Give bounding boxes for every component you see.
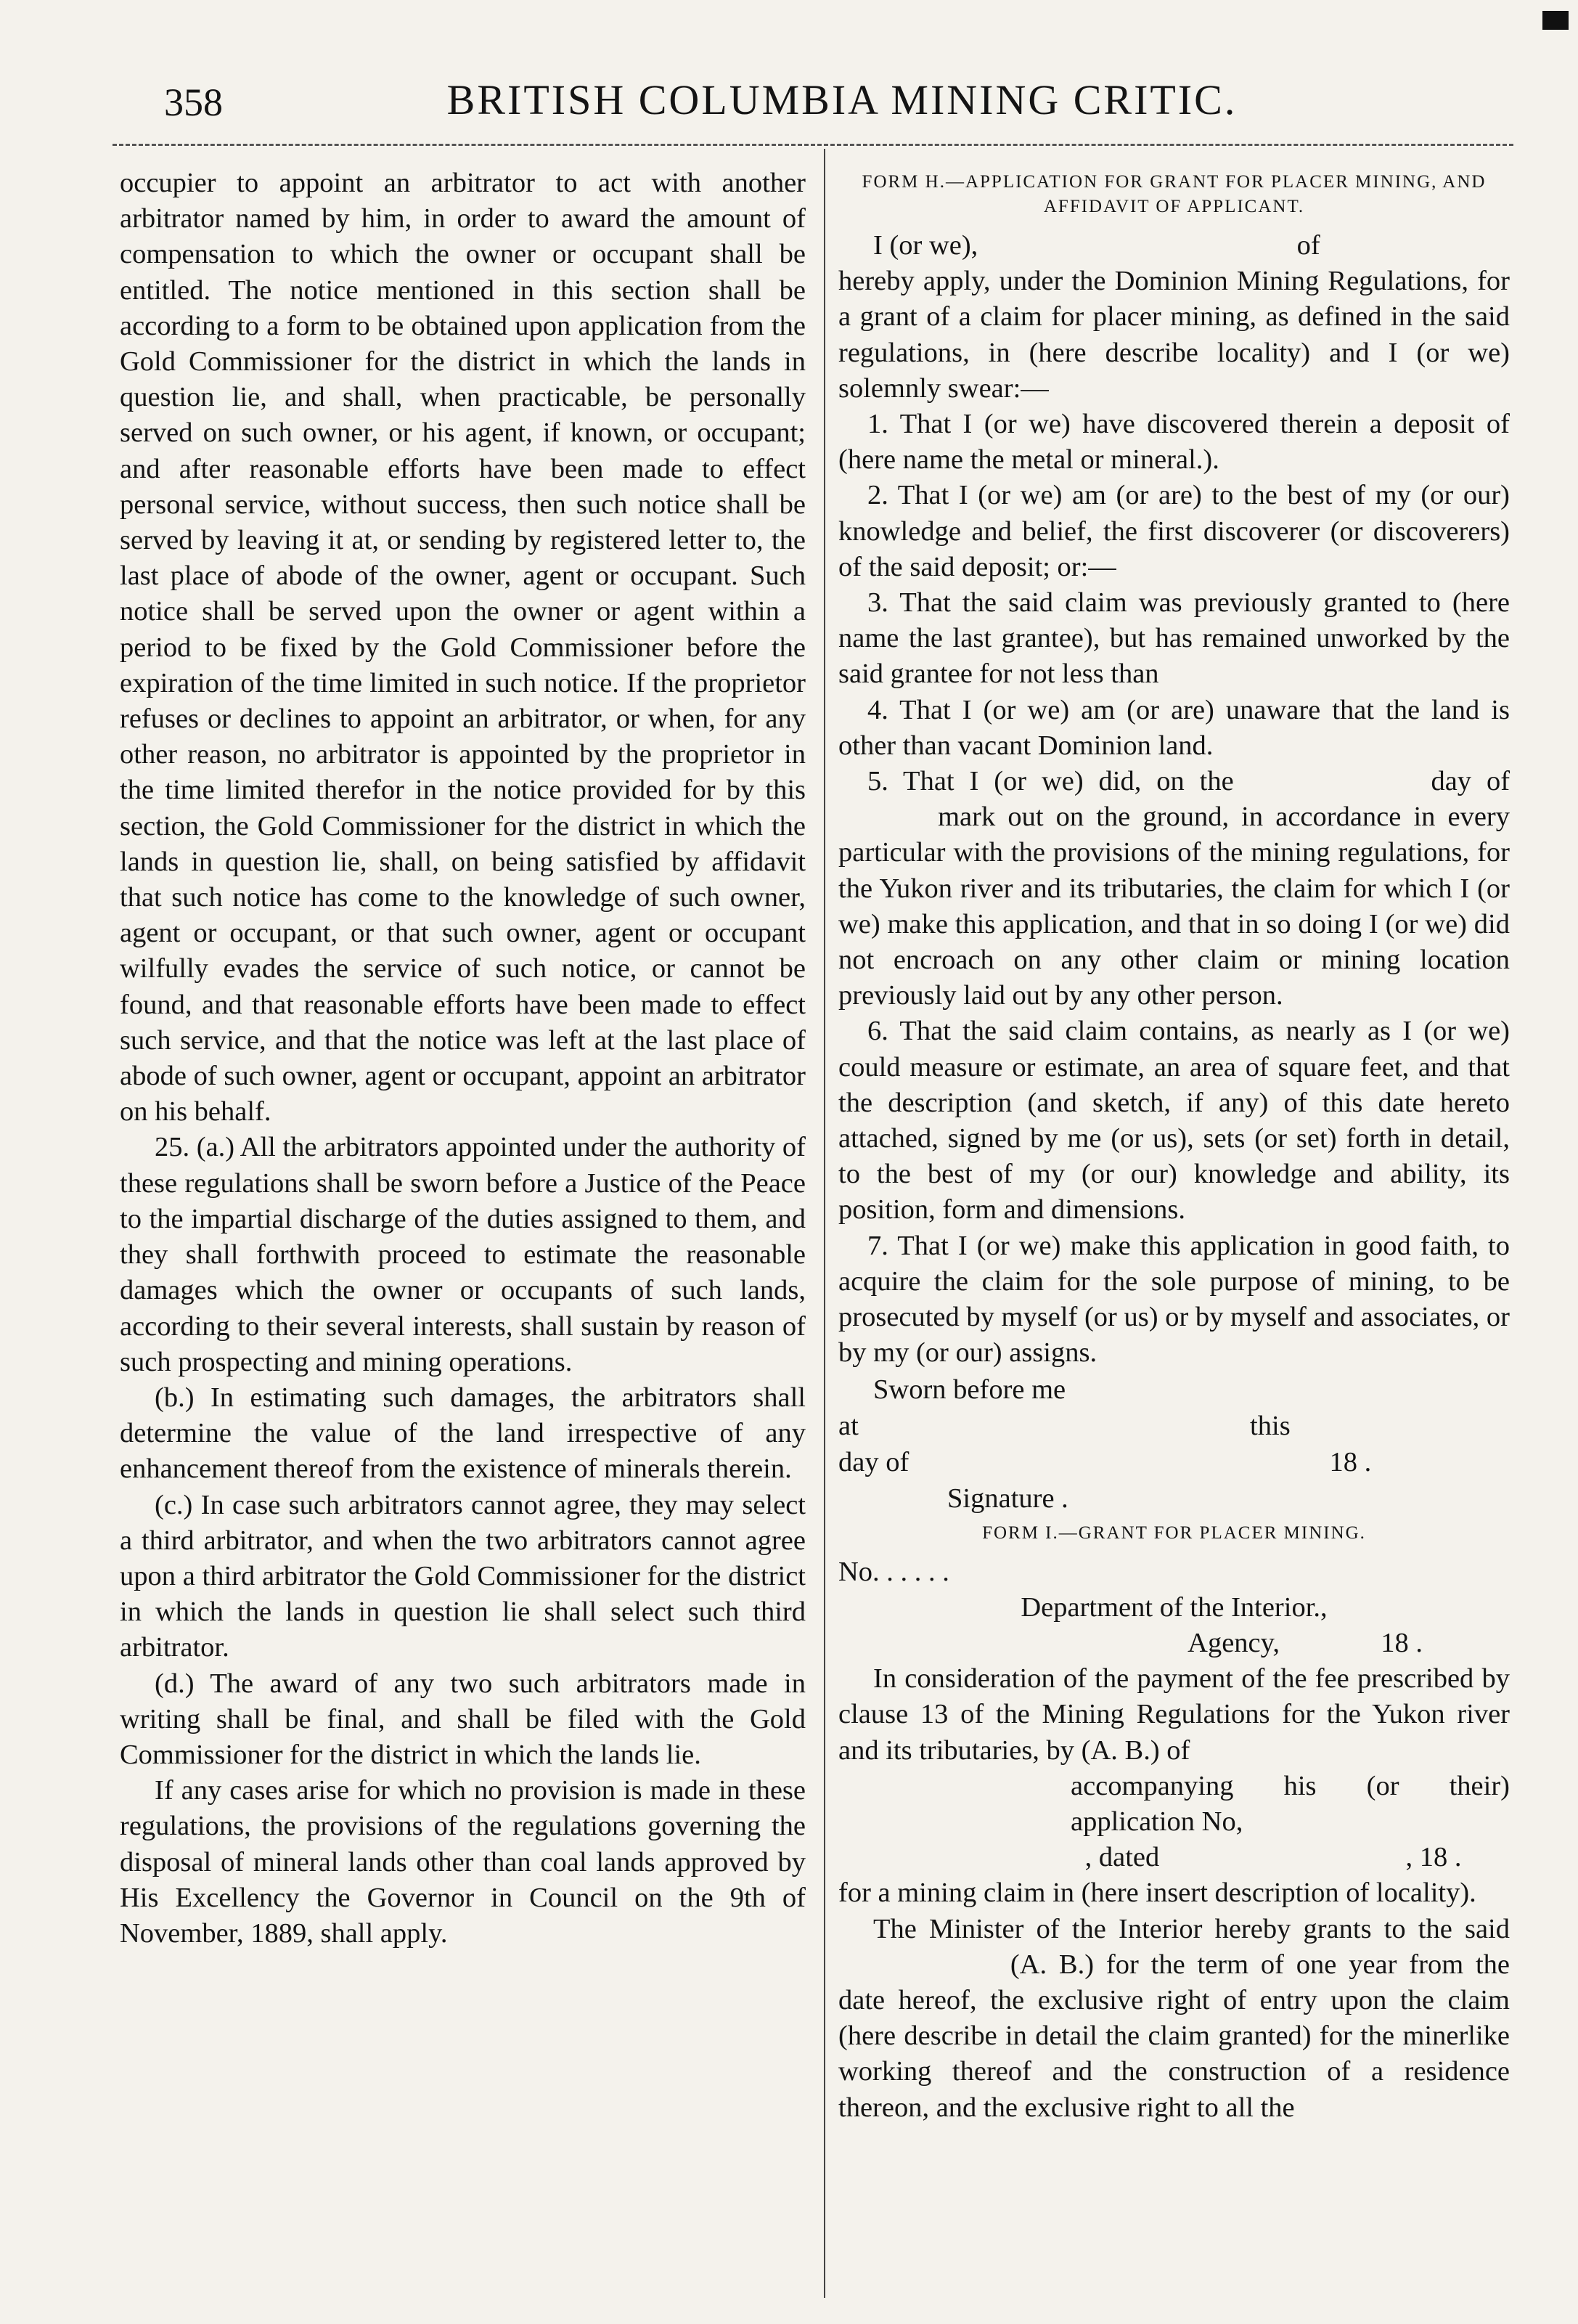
right-column [838,166,1510,2126]
sworn-day-line [838,1444,1510,1480]
column-divider [824,149,825,2298]
clause-5-start: 5. That I (or we) did, on the [867,766,1234,797]
agency-line [838,1626,1510,1661]
clause-5-rest: mark out on the ground, in accordance in every particular with the provisions of the mining regulations, for the Yukon river and its tributaries, the claim for which I (or we) make this application, and that in so doing I (or we) did not encroach on any other claim or mining location previously laid out by any other person. [838,802,1510,1011]
running-title: BRITISH COLUMBIA MINING CRITIC. [446,76,1238,123]
consideration-text: In consideration of the payment of the fee prescribed by clause 13 of the Mining Regulations for the Yukon river and its tributaries, by (A. B.) of [838,1663,1510,1766]
name-label: I (or we), [873,230,978,261]
agency-label: Agency, [1187,1627,1280,1658]
form-h-heading: FORM H.—APPLICATION FOR GRANT FOR PLACER MINING, AND AFFIDAVIT OF APPLICANT. [862,172,1487,216]
of-label: of [1296,230,1320,261]
sworn-block [838,1371,1510,1517]
clause-3: 3. That the said claim was previously granted to (here name the last grantee), but has remained unworked by the said grantee for not less than [838,587,1510,690]
at-label: at [838,1410,859,1441]
minister-rest: for the term of one year from the date hereof, the exclusive right of entry upon the claim (here describe in detail the claim granted) for the minerlike working thereof and the construction of a residence thereon, and the exclusive right to all the [838,1949,1510,2123]
grant-number: No. . . . . . [838,1556,949,1587]
applicant-line [838,228,1510,264]
minister-grant [838,1912,1510,2126]
year-label: 18 . [1329,1446,1372,1477]
sworn-before: Sworn before me [873,1374,1066,1405]
day-of-label: day of [838,1446,909,1477]
minister-text: The Minister of the Interior hereby grants to the said [873,1913,1510,1944]
department-line: Department of the Interior., [1021,1591,1328,1623]
clause-6: 6. That the said claim contains, as nearly as I (or we) could measure or estimate, an area of square feet, and that the description (and sketch, if any) of this date hereto attached, signed by me (or us), sets (or set) forth in detail, to the best of my (or our) knowledge and ability, its position, form and dimensions. [838,1016,1510,1226]
clause-5-dayof: day of [1431,766,1510,797]
this-label: this [1250,1410,1291,1441]
paragraph-continued: occupier to appoint an arbitrator to act with another arbitrator named by him, in order to award the amount of compensation to which the owner or occupant shall be entitled. The notice mentioned in this section shall be according to a form to be obtained upon application from the Gold Commissioner for the district in which the lands in question lie, and shall, when practicable, be personally served on such owner, or his agent, if known, or occupant; and after reasonable efforts have been made to effect personal service, without success, then such notice shall be served by leaving it at, or sending by registered letter to, the last place of abode of the owner, agent or occupant. Such notice shall be served upon the owner or agent within a period to be fixed by the Gold Commissioner before the expiration of the time limited in such notice. If the proprietor refuses or declines to appoint an arbitrator, or when, for any other reason, no arbitrator is appointed by the proprietor in the time limited therefor in the notice provided for by this section, the Gold Commissioner for the district in which the lands in question lie, shall, on being satisfied by affidavit that such notice has come to the knowledge of such owner, agent or occupant, or that such owner, agent or occupant wilfully evades the service of such notice, or cannot be found, and that reasonable efforts have been made to effect such service, and that the notice was left at the last place of abode of such owner, agent or occupant, appoint an arbitrator on his behalf. [120,168,806,1128]
section-25a: 25. (a.) All the arbitrators appointed under the authority of these regulations shall be sworn before a Justice of the Peace to the impartial discharge of the duties assigned to them, and they shall forthwith proceed to estimate the reasonable damages which the owner or occupants of such lands, according to their several interests, shall sustain by reason of such prospecting and mining operations. [120,1132,806,1377]
ab-label: (A. B.) [1010,1949,1095,1980]
page-number: 358 [164,81,223,124]
header-rule [113,144,1513,146]
form-i-heading: FORM I.—GRANT FOR PLACER MINING. [982,1522,1366,1543]
dated-label: , dated [1084,1842,1160,1873]
page-header [0,0,1578,145]
sworn-at-line [838,1408,1510,1444]
clause-2: 2. That I (or we) am (or are) to the best of my (or our) knowledge and belief, the first discoverer (or discoverers) of the said deposit; or:— [838,480,1510,582]
clause-7: 7. That I (or we) make this application in good faith, to acquire the claim for the sole purpose of mining, to be prosecuted by myself (or us) or by myself and associates, or by my (or our) assigns. [838,1230,1510,1369]
left-column [120,166,806,1952]
clause-1: 1. That I (or we) have discovered therein a deposit of (here name the metal or mineral.). [838,409,1510,476]
for-mining-claim: for a mining claim in (here insert description of locality). [838,1877,1476,1909]
agency-year: 18 . [1381,1627,1423,1658]
dated-line [838,1840,1510,1875]
dated-year: , 18 . [1405,1842,1462,1873]
signature-label: Signature . [947,1483,1068,1514]
application-intro: hereby apply, under the Dominion Mining Regulations, for a grant of a claim for placer mining, as defined in the said regulations, in (here describe locality) and I (or we) solemnly swear:— [838,266,1510,404]
final-provision: If any cases arise for which no provision is made in these regulations, the provisions of the regulations governing the disposal of mineral lands other than coal lands approved by His Excellency the Governor in Council on the 9th of November, 1889, shall apply. [120,1775,806,1949]
accompanying-line: accompanying his (or their) application No, [1071,1770,1510,1837]
section-25d: (d.) The award of any two such arbitrators made in writing shall be final, and shall be filed with the Gold Commissioner for the district in which the lands lie. [120,1668,806,1770]
section-25c: (c.) In case such arbitrators cannot agree, they may select a third arbitrator, and when the two arbitrators cannot agree upon a third arbitrator the Gold Commissioner for the district in which the lands in question lie shall select such third arbitrator. [120,1489,806,1663]
clause-5 [838,764,1510,1014]
clause-4: 4. That I (or we) am (or are) unaware that the land is other than vacant Dominion land. [838,694,1510,761]
section-25b: (b.) In estimating such damages, the arbitrators shall determine the value of the land irrespective of any enhancement thereof from the existence of minerals therein. [120,1382,806,1485]
